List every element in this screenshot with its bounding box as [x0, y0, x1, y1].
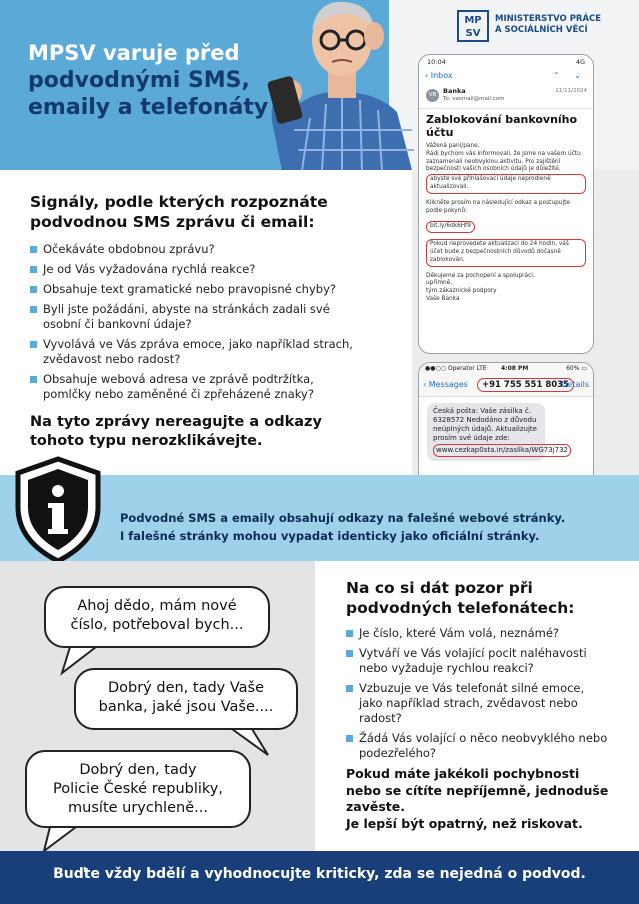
- banner-text: [120, 509, 620, 545]
- mail-nav: [419, 69, 593, 85]
- list-item: Vzbuzuje ve Vás telefonát silné emoce, jako například strach, zvědavost nebo radost?: [346, 681, 608, 726]
- title-line-2: podvodnými SMS,: [28, 68, 250, 93]
- list-item: Byli jste požádáni, abyste na stránkách zadali své osobní či bankovní údaje?: [30, 302, 360, 332]
- email-closing-1: Děkujeme za pochopení a spolupráci.: [426, 272, 535, 279]
- carrier: ●●○○ Operator LTE: [425, 365, 487, 372]
- mail-nav-arrows-icon[interactable]: ⌃ ⌄: [553, 71, 587, 80]
- logo-mark-top: MP: [464, 15, 482, 26]
- list-item: Vytváří ve Vás volající pocit naléhavosti nebo vyžaduje rychlou reakci?: [346, 646, 608, 676]
- email-para-1: Rádi bychom vás informovali, že jsme na vašem účtu zaznamenali neobvyklou aktivitu. Pro zajištění bezpečnosti vašich osobních údajů je důležité,: [426, 150, 581, 173]
- speech-bubble-grandson: [44, 586, 270, 648]
- ministry-name-line-1: MINISTERSTVO PRÁCE: [495, 14, 602, 24]
- email-greeting: Vážená paní/pane,: [426, 143, 480, 149]
- recipient: To: vasmail@mail.com: [443, 96, 505, 102]
- sms-bubble: [427, 403, 568, 461]
- signal-icon: 4G: [575, 58, 585, 66]
- calls-title: Na co si dát pozor při podvodných telefonátech:: [346, 579, 575, 617]
- bubble-text: banka, jaké jsou Vaše....: [98, 699, 274, 715]
- sms-message: Česká pošta: Vaše zásilka č. 6328572 Nedodáno z důvodu neúplných údajů. Aktualizujte prosím své údaje zde:: [433, 407, 537, 442]
- sms-phishing-link[interactable]: www.cezkap0sta.in/zasilka/WG73j732: [433, 444, 571, 457]
- speech-bubble-police: [25, 750, 251, 828]
- inbox-back-link[interactable]: ‹ Inbox: [425, 71, 453, 80]
- man-with-phone-illustration: [262, 0, 422, 170]
- email-para-2: Klikněte prosím na následující odkaz a postupujte podle pokynů:: [426, 199, 570, 214]
- phishing-link[interactable]: bit.ly/6dk6Hf9: [426, 221, 475, 233]
- email-date: 11/11/2024: [555, 88, 587, 94]
- banner-line-1: Podvodné SMS a emaily obsahují odkazy na falešné webové stránky.: [120, 511, 566, 525]
- mpsv-logo: [457, 10, 627, 44]
- messages-bar: [419, 375, 593, 397]
- footer-text: Buďte vždy bdělí a vyhodnocujte kriticky, zda se nejedná o podvod.: [53, 866, 586, 882]
- status-bar: [419, 363, 593, 375]
- logo-mark-bottom: SV: [465, 28, 481, 39]
- bubble-text: Policie České republiky,: [53, 781, 223, 797]
- calls-warning-text-2: Je lepší být opatrný, než riskovat.: [346, 815, 583, 831]
- banner-line-2: I falešné stránky mohou vypadat identicky jako oficiální stránky.: [120, 529, 540, 543]
- status-bar: [419, 55, 593, 69]
- highlighted-request: abyste své přihlašovací údaje neprodleně aktualizovali.: [426, 174, 586, 194]
- sender-number: +91 755 551 8035: [477, 378, 574, 392]
- calls-list: [346, 626, 608, 766]
- sender-name: Banka: [443, 87, 466, 95]
- status-time: 4:08 PM: [501, 365, 529, 372]
- messages-back-link[interactable]: ‹ Messages: [423, 380, 468, 389]
- calls-warning: [346, 766, 616, 832]
- list-item: Obsahuje text gramatické nebo pravopisné chyby?: [30, 282, 360, 297]
- avatar: VB: [426, 89, 439, 102]
- list-item: Vyvolává ve Vás zpráva emoce, jako například strach, zvědavost nebo radost?: [30, 337, 360, 367]
- speech-bubble-bank: [74, 668, 298, 730]
- email-subject: Zablokování bankovního účtu: [426, 113, 578, 139]
- ministry-name-line-2: A SOCIÁLNÍCH VĚCÍ: [495, 25, 588, 35]
- list-item: Očekáváte obdobnou zprávu?: [30, 242, 360, 257]
- page-title: [28, 40, 278, 121]
- battery-icon: 60% ▭: [566, 365, 587, 372]
- info-shield-icon: [14, 455, 102, 565]
- status-time: 10:04: [427, 58, 446, 66]
- bubble-text: Dobrý den, tady: [79, 762, 197, 778]
- bubble-text: musíte urychleně...: [68, 800, 208, 816]
- list-item: Je číslo, které Vám volá, neznámé?: [346, 626, 608, 641]
- email-closing-3: tým zákaznické podpory: [426, 288, 497, 295]
- calls-warning-text: Pokud máte jakékoli pochybnosti nebo se cítíte nepříjemně, jednoduše zavěste.: [346, 766, 609, 814]
- highlighted-threat: Pokud neprovedete aktualizaci do 24 hodin, váš účet bude z bezpečnostních důvodů dočasně zablokován.: [426, 239, 586, 266]
- email-body: [419, 141, 593, 312]
- ministry-name: [495, 14, 625, 36]
- bubble-text: Dobrý den, tady Vaše: [107, 680, 265, 696]
- email-closing-2: upřímně,: [426, 280, 453, 287]
- signals-warning: Na tyto zprávy nereagujte a odkazy tohoto typu nerozklikávejte.: [30, 414, 322, 449]
- bubble-text: Ahoj dědo, mám nové: [77, 598, 237, 614]
- title-line-3: emaily a telefonáty: [28, 95, 269, 120]
- list-item: Obsahuje webová adresa ve zprávě podtržítka, pomlčky nebo zaměněné či zpřeházené znaky?: [30, 372, 360, 402]
- email-sender-row: [419, 85, 593, 109]
- list-item: Žádá Vás volající o něco neobvyklého nebo podezřelého?: [346, 731, 608, 761]
- details-link[interactable]: Details: [561, 380, 589, 389]
- list-item: Je od Vás vyžadována rychlá reakce?: [30, 262, 360, 277]
- signals-list: [30, 242, 360, 407]
- mpsv-logo-mark: [457, 10, 489, 42]
- signals-title: Signály, podle kterých rozpoznáte podvodnou SMS zprávu či email:: [30, 193, 328, 231]
- email-closing-4: Vaše Banka: [426, 295, 460, 302]
- email-phone-mockup: [418, 54, 594, 354]
- title-line-1: MPSV varuje před: [28, 41, 240, 65]
- bubble-text: číslo, potřeboval bych...: [70, 617, 244, 633]
